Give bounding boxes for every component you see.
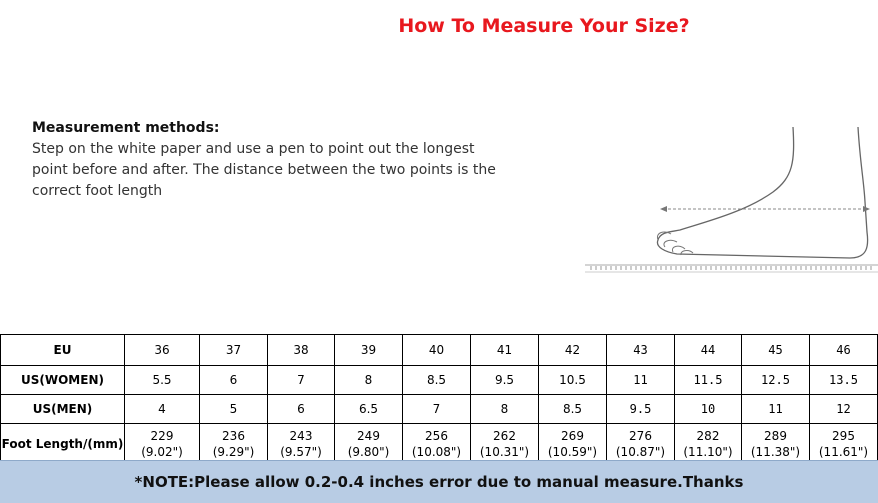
foot-length-mm: 236: [222, 429, 245, 443]
foot-length-inches: (10.31"): [479, 445, 530, 459]
size-cell: 40: [403, 335, 471, 366]
size-cell: 13.5: [810, 366, 878, 395]
size-cell: 9.5: [607, 395, 675, 424]
size-cell: 5: [200, 395, 268, 424]
size-cell: 7: [268, 366, 335, 395]
size-cell: 8.5: [403, 366, 471, 395]
size-cell: 43: [607, 335, 675, 366]
size-cell: 10: [675, 395, 742, 424]
foot-length-inches: (11.10"): [683, 445, 733, 459]
foot-length-cell: [539, 424, 607, 465]
size-cell: 37: [200, 335, 268, 366]
foot-length-mm: 256: [425, 429, 448, 443]
foot-length-mm: 262: [493, 429, 516, 443]
foot-length-inches: (9.80"): [347, 445, 390, 459]
row-label: US(MEN): [1, 395, 125, 424]
size-cell: 10.5: [539, 366, 607, 395]
foot-length-mm: 282: [696, 429, 720, 443]
foot-length-cell: [335, 424, 403, 465]
foot-length-inches: (9.29"): [212, 445, 255, 459]
size-cell: 39: [335, 335, 403, 366]
foot-length-cell: [607, 424, 675, 465]
foot-length-cell: [403, 424, 471, 465]
foot-length-inches: (10.87"): [615, 445, 666, 459]
size-cell: 8.5: [539, 395, 607, 424]
size-cell: 5.5: [125, 366, 200, 395]
foot-length-mm: 276: [629, 429, 652, 443]
page-title: How To Measure Your Size?: [398, 15, 690, 37]
size-cell: 6: [200, 366, 268, 395]
size-cell: 7: [403, 395, 471, 424]
size-cell: 8: [335, 366, 403, 395]
foot-length-cell: [675, 424, 742, 465]
table-row: [1, 335, 878, 366]
size-cell: 12: [810, 395, 878, 424]
table-row: [1, 395, 878, 424]
size-cell: 9.5: [471, 366, 539, 395]
foot-length-inches: (9.02"): [141, 445, 183, 459]
size-chart-table: [0, 334, 878, 465]
measurement-methods: [32, 120, 502, 202]
size-cell: 12.5: [742, 366, 810, 395]
foot-length-cell: [200, 424, 268, 465]
foot-length-mm: 295: [832, 429, 855, 443]
foot-length-mm: 229: [150, 429, 174, 443]
methods-body: Step on the white paper and use a pen to point out the longest point before and after. The distance between the two points is the correct foot length: [32, 141, 496, 199]
size-cell: 11: [742, 395, 810, 424]
foot-length-inches: (10.59"): [547, 445, 598, 459]
size-cell: 41: [471, 335, 539, 366]
foot-length-mm: 243: [289, 429, 313, 443]
foot-measure-illustration: [585, 82, 878, 282]
row-label: US(WOMEN): [1, 366, 125, 395]
foot-length-cell: [471, 424, 539, 465]
size-cell: 8: [471, 395, 539, 424]
size-cell: 11: [607, 366, 675, 395]
size-cell: 36: [125, 335, 200, 366]
foot-length-inches: (10.08"): [411, 445, 462, 459]
size-cell: 46: [810, 335, 878, 366]
size-cell: 45: [742, 335, 810, 366]
foot-length-inches: (11.61"): [818, 445, 869, 459]
foot-length-inches: (11.38"): [750, 445, 801, 459]
row-label: Foot Length/(mm): [1, 424, 125, 465]
foot-length-inches: (9.57"): [280, 445, 322, 459]
size-cell: 38: [268, 335, 335, 366]
size-cell: 6.5: [335, 395, 403, 424]
foot-length-mm: 269: [561, 429, 584, 443]
foot-length-cell: [268, 424, 335, 465]
size-cell: 42: [539, 335, 607, 366]
foot-length-cell: [810, 424, 878, 465]
size-cell: 4: [125, 395, 200, 424]
methods-heading: Measurement methods:: [32, 120, 220, 136]
foot-length-cell: [125, 424, 200, 465]
foot-length-mm: 249: [357, 429, 380, 443]
foot-length-cell: [742, 424, 810, 465]
table-row: [1, 366, 878, 395]
table-row: [1, 424, 878, 465]
size-cell: 6: [268, 395, 335, 424]
size-cell: 44: [675, 335, 742, 366]
size-cell: 11.5: [675, 366, 742, 395]
row-label: EU: [1, 335, 125, 366]
note-banner: *NOTE:Please allow 0.2-0.4 inches error due to manual measure.Thanks: [0, 460, 878, 503]
foot-length-mm: 289: [764, 429, 787, 443]
